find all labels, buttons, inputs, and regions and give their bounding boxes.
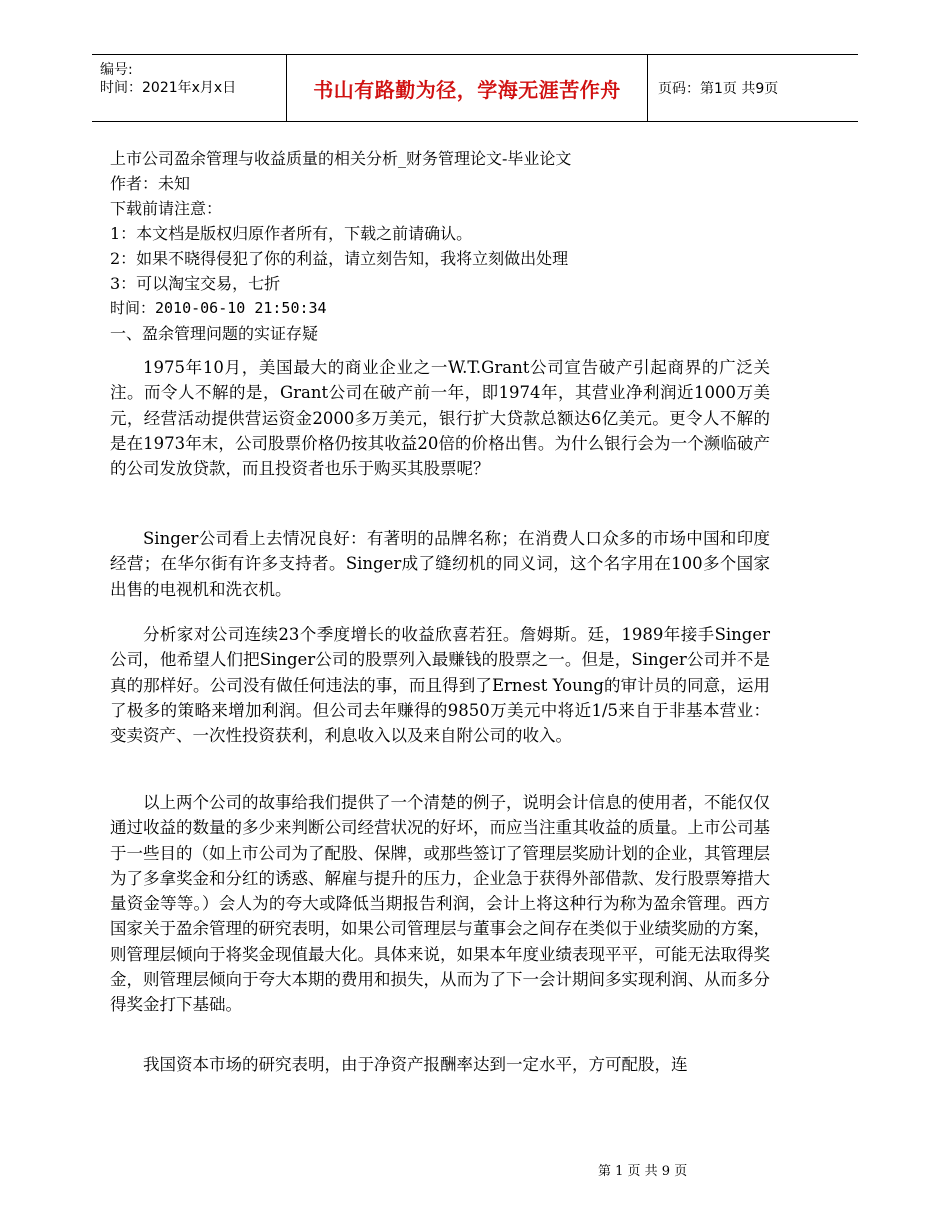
body-paragraph: 分析家对公司连续23个季度增长的收益欣喜若狂。詹姆斯。廷，1989年接手Singer公司，他希望人们把Singer公司的股票列入最赚钱的股票之一。但是，Singer公司并不是真的那样好。公司没有做任何违法的事，而且得到了Ernest Young的审计员的同意，运用了极多的策略来增加利润。但公司去年赚得的9850万美元中将近1/5来自于非基本营业：变卖资产、一次性投资获利，利息收入以及来自附公司的收入。 bbox=[110, 625, 770, 746]
document-meta bbox=[110, 146, 770, 346]
motto-text: 书山有路勤为径，学海无涯苦作舟 bbox=[313, 77, 621, 102]
document-number-label: 编号: bbox=[100, 62, 133, 78]
body-paragraph-3-block bbox=[110, 622, 770, 748]
body-paragraph-2-block bbox=[110, 526, 770, 602]
header-page-cell bbox=[648, 55, 858, 121]
notice-item-2: 2：如果不晓得侵犯了你的利益，请立刻告知，我将立刻做出处理 bbox=[110, 249, 569, 268]
body-paragraph-1-block bbox=[110, 355, 770, 481]
body-paragraph: 以上两个公司的故事给我们提供了一个清楚的例子，说明会计信息的使用者，不能仅仅通过收益的数量的多少来判断公司经营状况的好坏，而应当注重其收益的质量。上市公司基于一些目的（如上市公司为了配股、保牌，或那些签订了管理层奖励计划的企业，其管理层为了多拿奖金和分红的诱惑、解雇与提升的压力，企业急于获得外部借款、发行股票筹措大量资金等等。）会人为的夸大或降低当期报告利润，会计上将这种行为称为盈余管理。西方国家关于盈余管理的研究表明，如果公司管理层与董事会之间存在类似于业绩奖励的方案，则管理层倾向于将奖金现值最大化。具体来说，如果本年度业绩表现平平，可能无法取得奖金，则管理层倾向于夸大本期的费用和损失，从而为了下一会计期间多实现利润、从而多分得奖金打下基础。 bbox=[110, 793, 770, 1015]
body-paragraph: Singer公司看上去情况良好：有著明的品牌名称；在消费人口众多的市场中国和印度经营；在华尔街有许多支持者。Singer成了缝纫机的同义词，这个名字用在100多个国家出售的电视机和洗衣机。 bbox=[110, 529, 770, 599]
body-paragraph-5-block bbox=[110, 1052, 770, 1077]
article-time: 时间：2010-06-10 21:50:34 bbox=[110, 299, 327, 317]
notice-heading: 下载前请注意： bbox=[110, 199, 223, 218]
header-page-number: 页码：第1页 共9页 bbox=[658, 81, 779, 97]
document-time-label: 时间：2021年x月x日 bbox=[100, 80, 237, 96]
document-header bbox=[92, 54, 858, 122]
header-motto-cell bbox=[287, 55, 648, 121]
footer-page-number: 第 1 页 共 9 页 bbox=[598, 1164, 688, 1179]
notice-item-1: 1：本文档是版权归原作者所有，下载之前请确认。 bbox=[110, 224, 473, 243]
body-paragraph: 1975年10月，美国最大的商业企业之一W.T.Grant公司宣告破产引起商界的广泛关注。而令人不解的是，Grant公司在破产前一年，即1974年，其营业净利润近1000万美元，经营活动提供营运资金2000多万美元，银行扩大贷款总额达6亿美元。更令人不解的是在1973年末，公司股票价格仍按其收益20倍的价格出售。为什么银行会为一个濒临破产的公司发放贷款，而且投资者也乐于购买其股票呢？ bbox=[110, 358, 770, 479]
article-author: 作者：未知 bbox=[110, 174, 191, 193]
section-heading: 一、盈余管理问题的实证存疑 bbox=[110, 324, 319, 343]
body-paragraph-4-block bbox=[110, 790, 770, 1018]
notice-item-3: 3：可以淘宝交易，七折 bbox=[110, 274, 281, 293]
header-info-cell bbox=[92, 55, 287, 121]
article-title: 上市公司盈余管理与收益质量的相关分析_财务管理论文-毕业论文 bbox=[110, 149, 572, 168]
body-paragraph: 我国资本市场的研究表明，由于净资产报酬率达到一定水平，方可配股，连 bbox=[143, 1055, 688, 1074]
